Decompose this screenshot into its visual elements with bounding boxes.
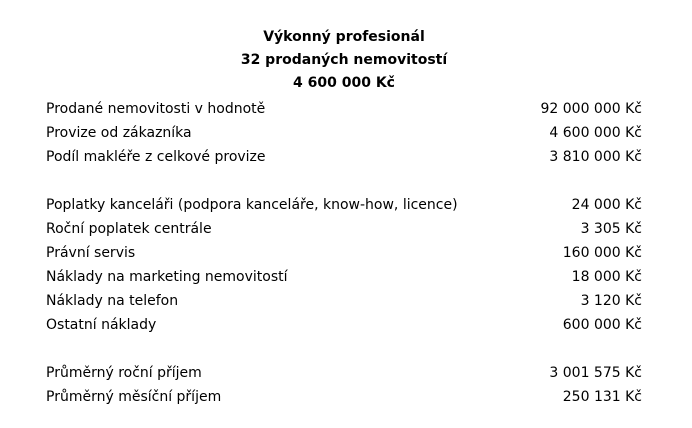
spacer	[46, 169, 642, 193]
row-label: Průměrný roční příjem	[46, 365, 202, 381]
row-value: 24 000 Kč	[571, 197, 642, 213]
row-label: Právní servis	[46, 245, 136, 261]
row-label: Prodané nemovitosti v hodnotě	[46, 101, 266, 117]
row-value: 3 001 575 Kč	[549, 365, 642, 381]
group-sales	[46, 97, 642, 169]
heading-title: Výkonný profesionál	[263, 29, 425, 45]
row-label: Náklady na marketing nemovitostí	[46, 269, 288, 285]
table-row	[46, 313, 642, 337]
row-label: Provize od zákazníka	[46, 125, 192, 141]
row-value: 18 000 Kč	[571, 269, 642, 285]
row-value: 250 131 Kč	[562, 389, 642, 405]
income-table	[46, 26, 642, 409]
row-value: 160 000 Kč	[562, 245, 642, 261]
row-label: Průměrný měsíční příjem	[46, 389, 222, 405]
heading-properties-sold: 32 prodaných nemovitostí	[240, 52, 448, 68]
table-row	[46, 241, 642, 265]
row-label: Ostatní náklady	[46, 317, 157, 333]
table-row	[46, 97, 642, 121]
row-value: 3 810 000 Kč	[549, 149, 642, 165]
row-value: 4 600 000 Kč	[549, 125, 642, 141]
table-row	[46, 121, 642, 145]
table-row	[46, 193, 642, 217]
table-row	[46, 289, 642, 313]
group-income	[46, 361, 642, 409]
heading-total-amount: 4 600 000 Kč	[293, 75, 395, 91]
row-value: 3 305 Kč	[580, 221, 642, 237]
row-label: Podíl makléře z celkové provize	[46, 149, 266, 165]
row-label: Náklady na telefon	[46, 293, 179, 309]
table-row	[46, 217, 642, 241]
table-heading	[46, 26, 642, 95]
row-value: 3 120 Kč	[580, 293, 642, 309]
row-label: Poplatky kanceláři (podpora kanceláře, know-how, licence)	[46, 197, 458, 213]
row-value: 600 000 Kč	[562, 317, 642, 333]
group-costs	[46, 193, 642, 337]
table-row	[46, 145, 642, 169]
table-row	[46, 265, 642, 289]
row-label: Roční poplatek centrále	[46, 221, 212, 237]
spacer	[46, 337, 642, 361]
table-row	[46, 385, 642, 409]
table-row	[46, 361, 642, 385]
row-value: 92 000 000 Kč	[540, 101, 642, 117]
